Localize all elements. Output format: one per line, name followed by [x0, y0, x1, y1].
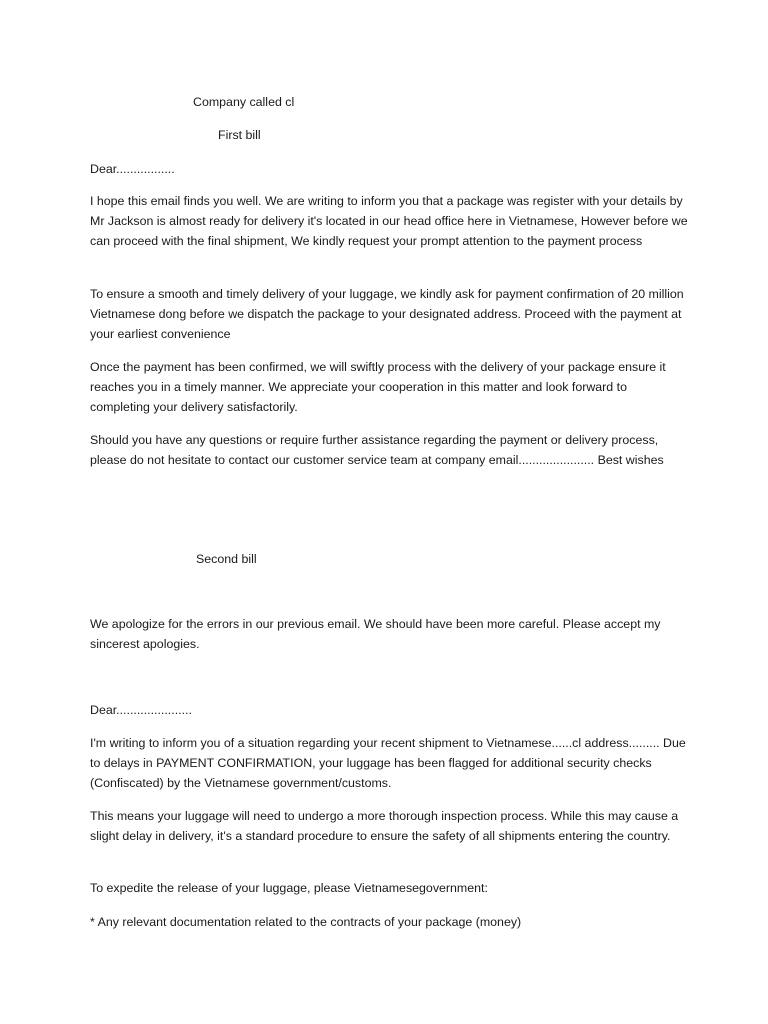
second-bill-paragraph-4: * Any relevant documentation related to the contracts of your package (money) [90, 915, 522, 929]
first-bill-paragraph-3: Once the payment has been confirmed, we will swiftly process with the delivery of your package ensure it reaches you in a timely manner. We appreciate your cooperation in this matter and look forward to completing your delivery satisfactorily. [90, 360, 666, 414]
second-bill-salutation: Dear...................... [90, 703, 192, 717]
company-heading: Company called cl [193, 95, 295, 109]
first-bill-paragraph-2: To ensure a smooth and timely delivery of your luggage, we kindly ask for payment confirmation of 20 million Vietnamese dong before we dispatch the package to your designated address. Proceed with the payment at your earliest convenience [90, 287, 684, 341]
first-bill-paragraph-1: I hope this email finds you well. We are writing to inform you that a package was register with your details by Mr Jackson is almost ready for delivery it's located in our head office here in Vietnamese, However before we can proceed with the final shipment, We kindly request your prompt attention to the payment process [90, 194, 688, 248]
second-bill-paragraph-3: To expedite the release of your luggage, please Vietnamesegovernment: [90, 881, 488, 895]
second-bill-paragraph-1: I'm writing to inform you of a situation regarding your recent shipment to Vietnamese......cl address......... Due to delays in PAYMENT CONFIRMATION, your luggage has been flagged for additional security checks (Confiscated) by the Vietnamese government/customs. [90, 736, 686, 790]
second-bill-apology: We apologize for the errors in our previous email. We should have been more careful. Please accept my sincerest apologies. [90, 617, 661, 651]
second-bill-heading: Second bill [196, 552, 257, 566]
first-bill-salutation: Dear................. [90, 162, 175, 176]
first-bill-paragraph-4: Should you have any questions or require further assistance regarding the payment or delivery process, please do not hesitate to contact our customer service team at company email...................... Best wishes [90, 433, 664, 467]
second-bill-paragraph-2: This means your luggage will need to undergo a more thorough inspection process. While this may cause a slight delay in delivery, it's a standard procedure to ensure the safety of all shipments entering the country. [90, 809, 679, 843]
first-bill-heading: First bill [218, 128, 261, 142]
